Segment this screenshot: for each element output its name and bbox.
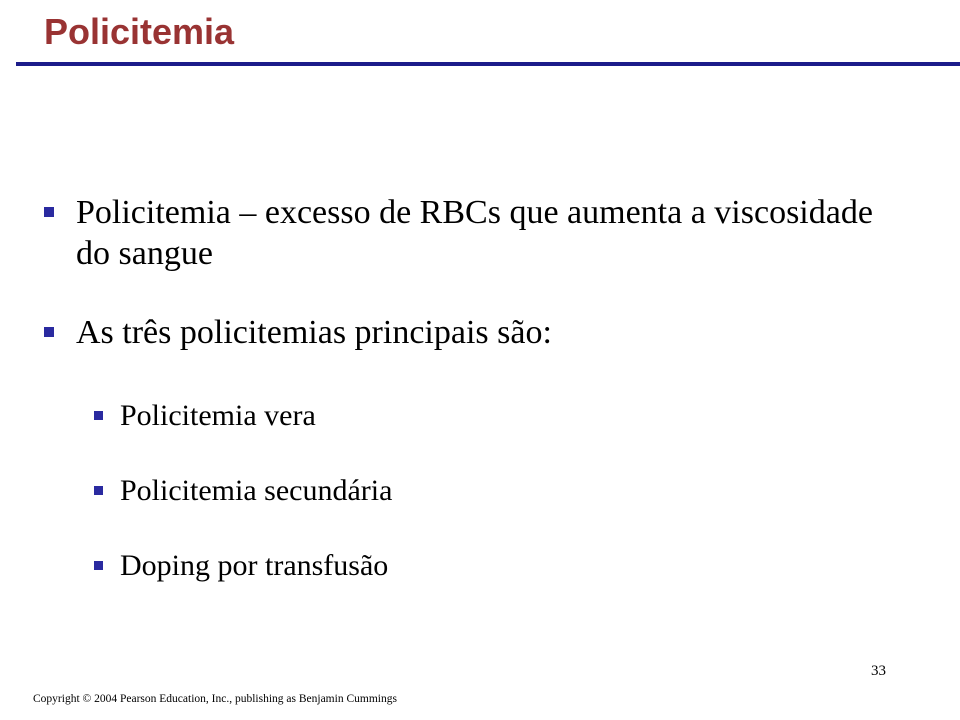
square-bullet-icon — [44, 207, 54, 217]
bullet-item — [44, 192, 884, 274]
square-bullet-icon — [94, 411, 103, 420]
sub-bullet-item — [94, 398, 874, 434]
title-underline — [16, 62, 960, 66]
bullet-item — [44, 312, 884, 353]
page-number: 33 — [871, 663, 886, 679]
square-bullet-icon — [94, 561, 103, 570]
slide-title: Policitemia — [44, 11, 235, 52]
bullet-text: As três policitemias principais são: — [76, 314, 552, 351]
sub-bullet-item — [94, 548, 874, 584]
bullet-text: Policitemia – excesso de RBCs que aumenta a viscosidade do sangue — [76, 194, 873, 272]
sub-bullet-text: Policitemia secundária — [120, 474, 393, 507]
sub-bullet-text: Doping por transfusão — [120, 549, 389, 582]
sub-bullet-text: Policitemia vera — [120, 399, 316, 432]
square-bullet-icon — [94, 486, 103, 495]
copyright-notice: Copyright © 2004 Pearson Education, Inc., publishing as Benjamin Cummings — [33, 693, 397, 705]
sub-bullet-item — [94, 473, 874, 509]
square-bullet-icon — [44, 327, 54, 337]
